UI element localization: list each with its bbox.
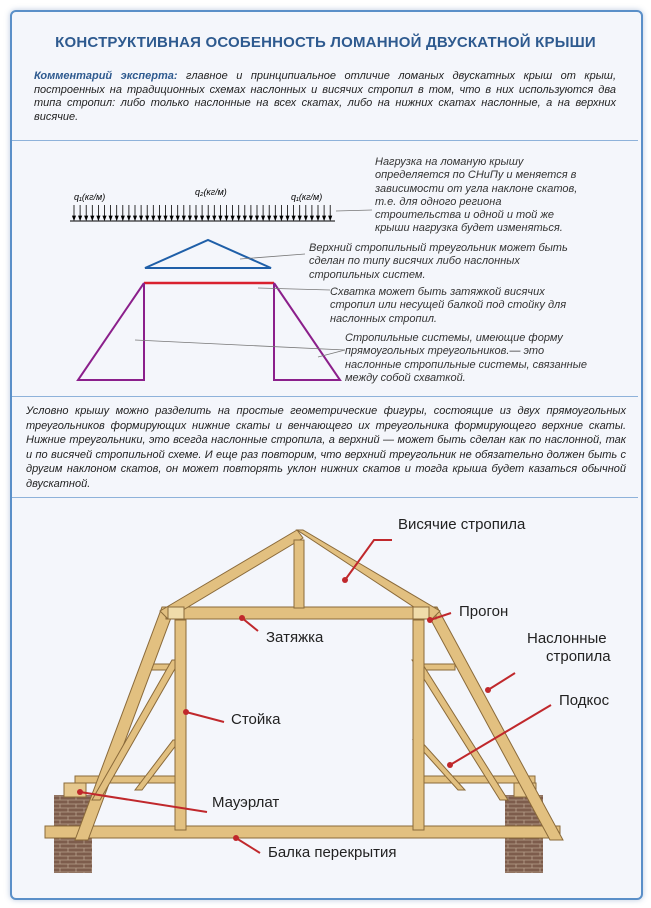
note-right-triangles: Стропильные системы, имеющие форму прямоугольных треугольников.— это наслонные стропильные системы, связанные между собой схваткой. xyxy=(345,332,587,384)
load-label-q1-right: q₁(кг/м) xyxy=(291,192,323,202)
upper-rafter-left xyxy=(160,530,303,619)
explanation-paragraph: Условно крышу можно разделить на простые геометрические фигуры, состоящие из двух прямоугольных треугольников формирующих нижние скаты и венчающего их треугольника формирующего верхние скаты. Нижние треугольники, это всегда наслонные стропила, а верхний — может быть сделан как по наслонной, так и по висячей стропильной схеме. И еще раз повторим, что верхний треугольник не обязательно должен быть с другим наклоном скатов, он может повторять уклон нижних скатов и тогда крыша будет казаться обычной двускатной. xyxy=(26,405,626,490)
load-label-q2: q₂(кг/м) xyxy=(195,187,227,197)
floor-beam xyxy=(45,826,560,838)
label-mauerlat: Мауэрлат xyxy=(212,794,280,811)
note-load: Нагрузка на ломаную крышу определяется по СНиПу и меняется в зависимости от угла наклоне скатов, т.е. для одного региона строительства и одной и той же крыши нагрузка будет изменяться. xyxy=(375,156,578,235)
tie-beam xyxy=(166,607,436,619)
post-right xyxy=(413,620,424,830)
label-hanging-rafters: Висячие стропила xyxy=(398,516,526,533)
note-top-triangle: Верхний стропильный треугольник может быть сделан по типу висячих либо наслонных стропильных систем. xyxy=(309,242,568,281)
label-tie: Затяжка xyxy=(266,629,324,646)
expert-text: главное и принципиальное отличие ломаных двускатных крыш от крыш, построенных на традиционных схемах наслонных и висячих стропил в том, что в них используются два типа стропил: либо только наслонные на всех скатах, либо на нижних скатах наслонные, а на верхних висячие. xyxy=(34,70,616,123)
mauerlat-left xyxy=(64,783,86,797)
label-strut: Подкос xyxy=(559,692,610,709)
note-tie: Схватка может быть затяжкой висячих стропил или несущей балкой под стойку для наслонных стропил. xyxy=(330,286,567,325)
page-title: КОНСТРУКТИВНАЯ ОСОБЕННОСТЬ ЛОМАННОЙ ДВУСКАТНОЙ КРЫШИ xyxy=(55,34,596,51)
king-post xyxy=(294,540,304,608)
label-purlin: Прогон xyxy=(459,603,509,620)
expert-lead: Комментарий эксперта: xyxy=(34,70,178,82)
upper-rafter-right xyxy=(297,530,440,619)
label-post: Стойка xyxy=(231,711,281,728)
timber-frame xyxy=(45,530,563,840)
load-label-q1-left: q₁(кг/м) xyxy=(74,192,106,202)
post-left xyxy=(175,620,186,830)
label-layered-rafters-1: Наслонные xyxy=(527,630,607,647)
label-layered-rafters-2: стропила xyxy=(546,648,611,665)
label-floor-beam: Балка перекрытия xyxy=(268,844,397,861)
